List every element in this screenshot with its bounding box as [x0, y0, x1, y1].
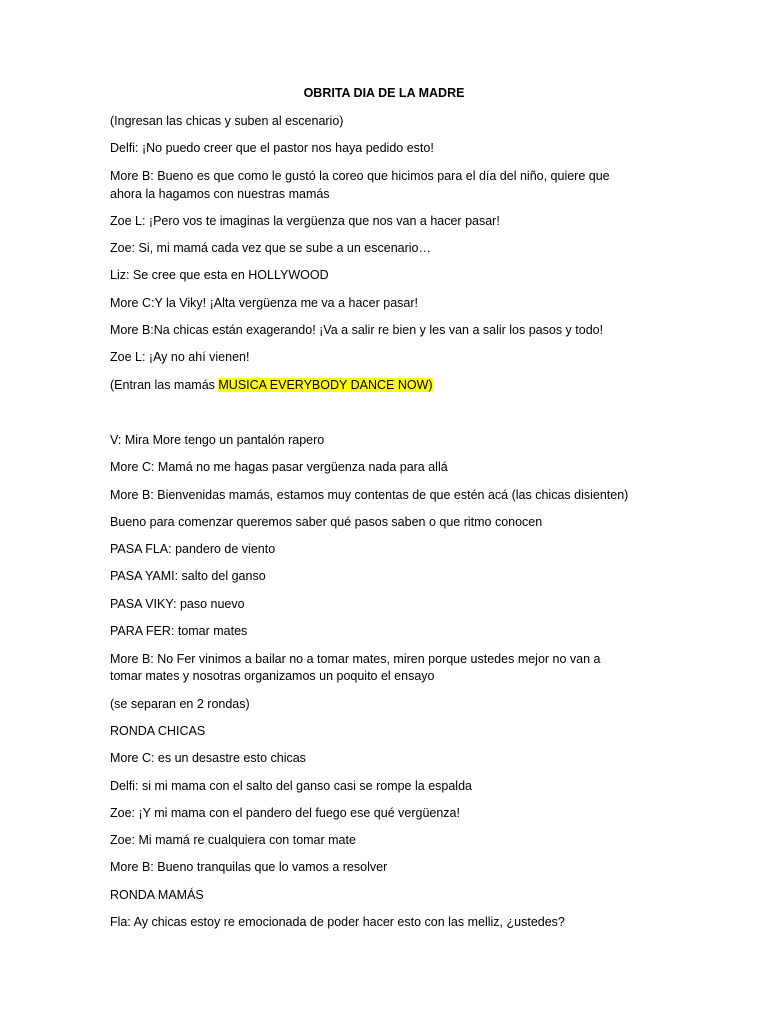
script-line: (se separan en 2 rondas) — [110, 697, 250, 711]
script-line: Bueno para comenzar queremos saber qué pasos saben o que ritmo conocen — [110, 515, 543, 529]
highlighted-music-cue: MUSICA EVERYBODY DANCE NOW) — [218, 378, 433, 392]
script-line: ahora la hagamos con nuestras mamás — [110, 187, 330, 201]
script-line: Zoe: Si, mi mamá cada vez que se sube a un escenario… — [110, 241, 431, 255]
script-line: More B: Bueno es que como le gustó la coreo que hicimos para el día del niño, quiere que — [110, 169, 610, 183]
script-line: PASA FLA: pandero de viento — [110, 542, 276, 556]
script-line: Zoe L: ¡Pero vos te imaginas la vergüenza que nos van a hacer pasar! — [110, 214, 500, 228]
script-line: PASA YAMI: salto del ganso — [110, 569, 266, 583]
script-line: More B: Bueno tranquilas que lo vamos a resolver — [110, 860, 388, 874]
script-line: RONDA MAMÁS — [110, 888, 204, 902]
script-line: tomar mates y nosotras organizamos un poquito el ensayo — [110, 669, 435, 683]
script-line: More C: Mamá no me hagas pasar vergüenza nada para allá — [110, 460, 448, 474]
script-line: Liz: Se cree que esta en HOLLYWOOD — [110, 268, 329, 282]
script-line: Zoe L: ¡Ay no ahí vienen! — [110, 350, 250, 364]
script-line: Delfi: si mi mama con el salto del ganso casi se rompe la espalda — [110, 779, 472, 793]
script-line — [110, 376, 670, 394]
script-line: Fla: Ay chicas estoy re emocionada de poder hacer esto con las melliz, ¿ustedes? — [110, 915, 565, 929]
document-title: OBRITA DIA DE LA MADRE — [303, 86, 465, 100]
script-line: PARA FER: tomar mates — [110, 624, 248, 638]
script-line: V: Mira More tengo un pantalón rapero — [110, 433, 325, 447]
script-line: (Ingresan las chicas y suben al escenario) — [110, 114, 344, 128]
script-line: Zoe: ¡Y mi mama con el pandero del fuego ese qué vergüenza! — [110, 806, 460, 820]
script-line: PASA VIKY: paso nuevo — [110, 597, 245, 611]
script-line: Delfi: ¡No puedo creer que el pastor nos haya pedido esto! — [110, 141, 434, 155]
script-line: More B: No Fer vinimos a bailar no a tomar mates, miren porque ustedes mejor no van a — [110, 652, 601, 666]
script-line: More C:Y la Viky! ¡Alta vergüenza me va a hacer pasar! — [110, 296, 419, 310]
script-line: RONDA CHICAS — [110, 724, 206, 738]
script-line: Zoe: Mi mamá re cualquiera con tomar mate — [110, 833, 356, 847]
script-line: More B:Na chicas están exagerando! ¡Va a salir re bien y les van a salir los pasos y todo! — [110, 323, 604, 337]
script-line: More B: Bienvenidas mamás, estamos muy contentas de que estén acá (las chicas disienten) — [110, 488, 629, 502]
script-line: More C: es un desastre esto chicas — [110, 751, 306, 765]
script-line-text: (Entran las mamás — [110, 378, 219, 392]
